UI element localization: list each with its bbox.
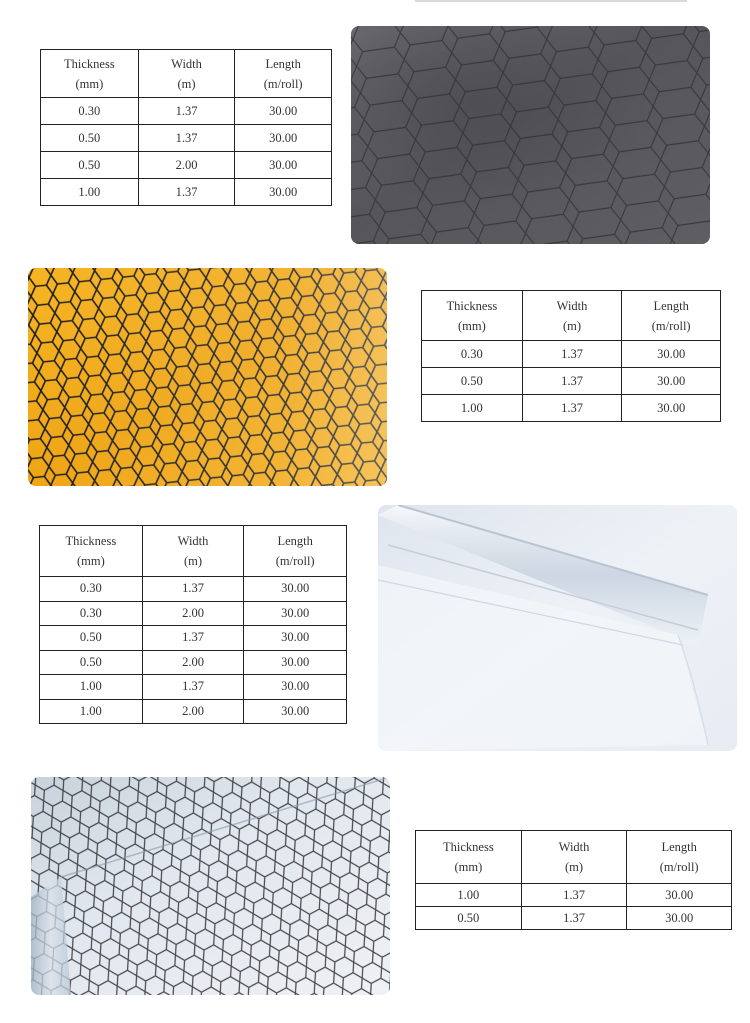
table-cell: 2.00 [142, 601, 244, 626]
table-cell: 30.00 [244, 699, 347, 724]
column-header [416, 831, 522, 884]
table-cell: 30.00 [622, 341, 721, 368]
table-cell: 2.00 [142, 650, 244, 675]
table-cell: 1.37 [521, 884, 627, 907]
header-label: Length [265, 56, 301, 71]
spec-table-1 [40, 49, 332, 206]
header-label: Length [653, 298, 689, 313]
column-header [235, 50, 332, 98]
column-header [142, 526, 244, 577]
column-header [522, 291, 622, 341]
table-cell: 1.37 [142, 626, 244, 651]
spec-table-4 [415, 830, 732, 930]
table-cell: 0.30 [422, 341, 523, 368]
table-row [416, 884, 732, 907]
column-header [41, 50, 139, 98]
header-row [41, 50, 332, 98]
table-row [40, 577, 347, 602]
table-cell: 30.00 [244, 650, 347, 675]
header-label: Length [277, 534, 313, 548]
table-row [40, 601, 347, 626]
table-row [40, 699, 347, 724]
table-cell: 30.00 [235, 125, 332, 152]
table-cell: 0.30 [40, 601, 143, 626]
header-label: Thickness [64, 56, 115, 71]
header-unit: (m) [562, 318, 582, 333]
table-cell: 1.00 [40, 699, 143, 724]
table-row [422, 341, 721, 368]
table-row [41, 152, 332, 179]
table-cell: 30.00 [244, 626, 347, 651]
table-row [40, 675, 347, 700]
table-cell: 1.37 [142, 675, 244, 700]
table-row [416, 907, 732, 930]
table-cell: 1.37 [138, 125, 235, 152]
header-unit: (m) [183, 554, 203, 568]
header-unit: (mm) [75, 76, 104, 91]
table-cell: 0.30 [40, 577, 143, 602]
header-label: Thickness [446, 298, 498, 313]
spec-table-2 [421, 290, 721, 422]
header-unit: (m/roll) [275, 554, 315, 568]
header-label: Width [171, 56, 202, 71]
table-cell: 30.00 [244, 675, 347, 700]
header-row [416, 831, 732, 884]
header-unit: (m) [177, 76, 196, 91]
column-header [627, 831, 732, 884]
table-cell: 30.00 [622, 395, 721, 422]
table-row [40, 650, 347, 675]
header-unit: (m/roll) [659, 860, 699, 874]
header-unit: (mm) [457, 318, 486, 333]
column-header [138, 50, 235, 98]
header-unit: (m/roll) [651, 318, 691, 333]
table-cell: 2.00 [138, 152, 235, 179]
top-divider [415, 0, 687, 2]
table-cell: 30.00 [627, 907, 732, 930]
table-cell: 1.37 [522, 368, 622, 395]
column-header [622, 291, 721, 341]
table-cell: 1.37 [142, 577, 244, 602]
header-unit: (mm) [454, 860, 483, 874]
table-cell: 1.00 [40, 675, 143, 700]
header-unit: (mm) [76, 554, 105, 568]
table-row [422, 368, 721, 395]
table-cell: 0.50 [41, 152, 139, 179]
table-cell: 1.37 [522, 341, 622, 368]
header-unit: (m) [564, 860, 584, 874]
table-row [41, 179, 332, 206]
column-header [521, 831, 627, 884]
table-cell: 30.00 [235, 98, 332, 125]
table-row [422, 395, 721, 422]
photo-clear-black-grid-roll [31, 777, 390, 995]
column-header [422, 291, 523, 341]
header-row [40, 526, 347, 577]
header-label: Length [661, 840, 697, 854]
header-row [422, 291, 721, 341]
table-cell: 0.50 [40, 650, 143, 675]
table-cell: 2.00 [142, 699, 244, 724]
table-row [41, 98, 332, 125]
spec-table-3 [39, 525, 347, 724]
table-cell: 1.37 [138, 179, 235, 206]
table-cell: 0.50 [40, 626, 143, 651]
photo-dark-grey-grid-sheet [351, 26, 710, 244]
table-cell: 30.00 [244, 601, 347, 626]
header-label: Width [558, 840, 590, 854]
table-cell: 1.37 [138, 98, 235, 125]
table-cell: 0.50 [416, 907, 522, 930]
photo-amber-grid-sheet [28, 268, 387, 486]
table-cell: 1.37 [521, 907, 627, 930]
table-cell: 1.00 [41, 179, 139, 206]
table-cell: 1.00 [416, 884, 522, 907]
column-header [40, 526, 143, 577]
table-cell: 30.00 [235, 179, 332, 206]
table-cell: 0.30 [41, 98, 139, 125]
table-cell: 30.00 [622, 368, 721, 395]
table-row [40, 626, 347, 651]
table-row [41, 125, 332, 152]
header-label: Width [556, 298, 588, 313]
header-label: Thickness [65, 534, 117, 548]
table-cell: 1.00 [422, 395, 523, 422]
table-cell: 30.00 [244, 577, 347, 602]
table-cell: 30.00 [235, 152, 332, 179]
header-unit: (m/roll) [263, 76, 303, 91]
table-cell: 30.00 [627, 884, 732, 907]
header-label: Thickness [443, 840, 494, 854]
table-cell: 1.37 [522, 395, 622, 422]
header-label: Width [177, 534, 209, 548]
column-header [244, 526, 347, 577]
table-cell: 0.50 [422, 368, 523, 395]
table-cell: 0.50 [41, 125, 139, 152]
photo-clear-pvc-roll [378, 505, 737, 751]
